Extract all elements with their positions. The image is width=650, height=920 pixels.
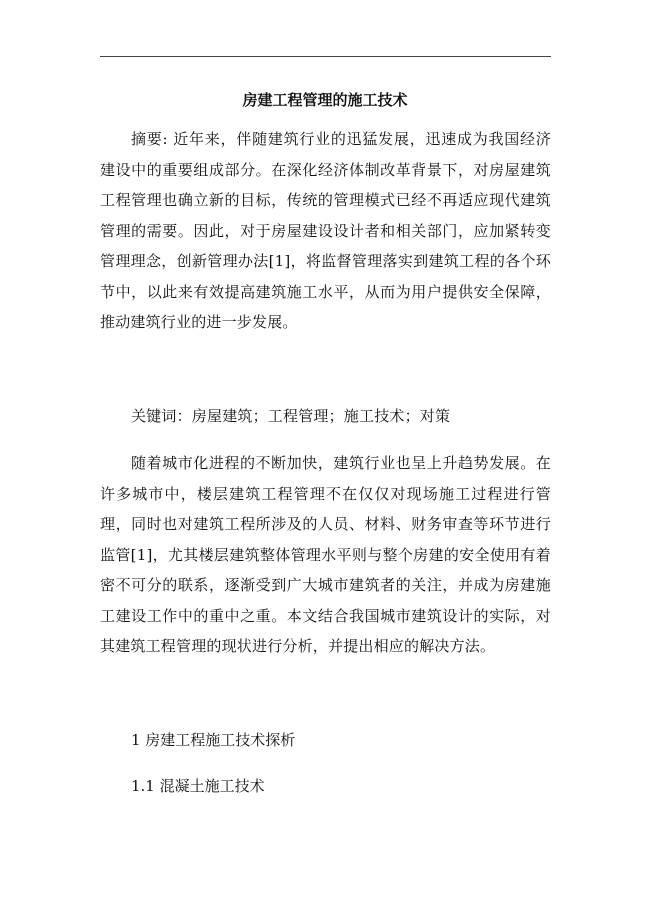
intro-paragraph: 随着城市化进程的不断加快，建筑行业也呈上升趋势发展。在许多城市中，楼层建筑工程管理不在仅仅对现场施工过程进行管理，同时也对建筑工程所涉及的人员、材料、财务审查等环节进行监管[1]，尤其楼层建筑整体管理水平则与整个房建的安全使用有着密不可分的联系，逐渐受到广大城市建筑者的关注，并成为房建施工建设工作中的重中之重。本文结合我国城市建筑设计的实际，对其建筑工程管理的现状进行分析，并提出相应的解决方法。	[100, 454, 551, 655]
section-heading-1: 1 房建工程施工技术探析	[131, 731, 296, 749]
document-title: 房建工程管理的施工技术	[242, 91, 408, 109]
keywords-line: 关键词：房屋建筑；工程管理；施工技术；对策	[131, 407, 451, 425]
section-heading-1-1: 1.1 混凝土施工技术	[131, 777, 265, 795]
abstract-paragraph: 摘要: 近年来，伴随建筑行业的迅猛发展，迅速成为我国经济建设中的重要组成部分。在深化经济体制改革背景下，对房屋建筑工程管理也确立新的目标，传统的管理模式已经不再适应现代建筑管理的需要。因此，对于房屋建设设计者和相关部门，应加紧转变管理理念，创新管理办法[1]，将监督管理落实到建筑工程的各个环节中，以此来有效提高建筑施工水平，从而为用户提供安全保障，推动建筑行业的进一步发展。	[100, 130, 551, 331]
header-rule	[100, 56, 551, 57]
